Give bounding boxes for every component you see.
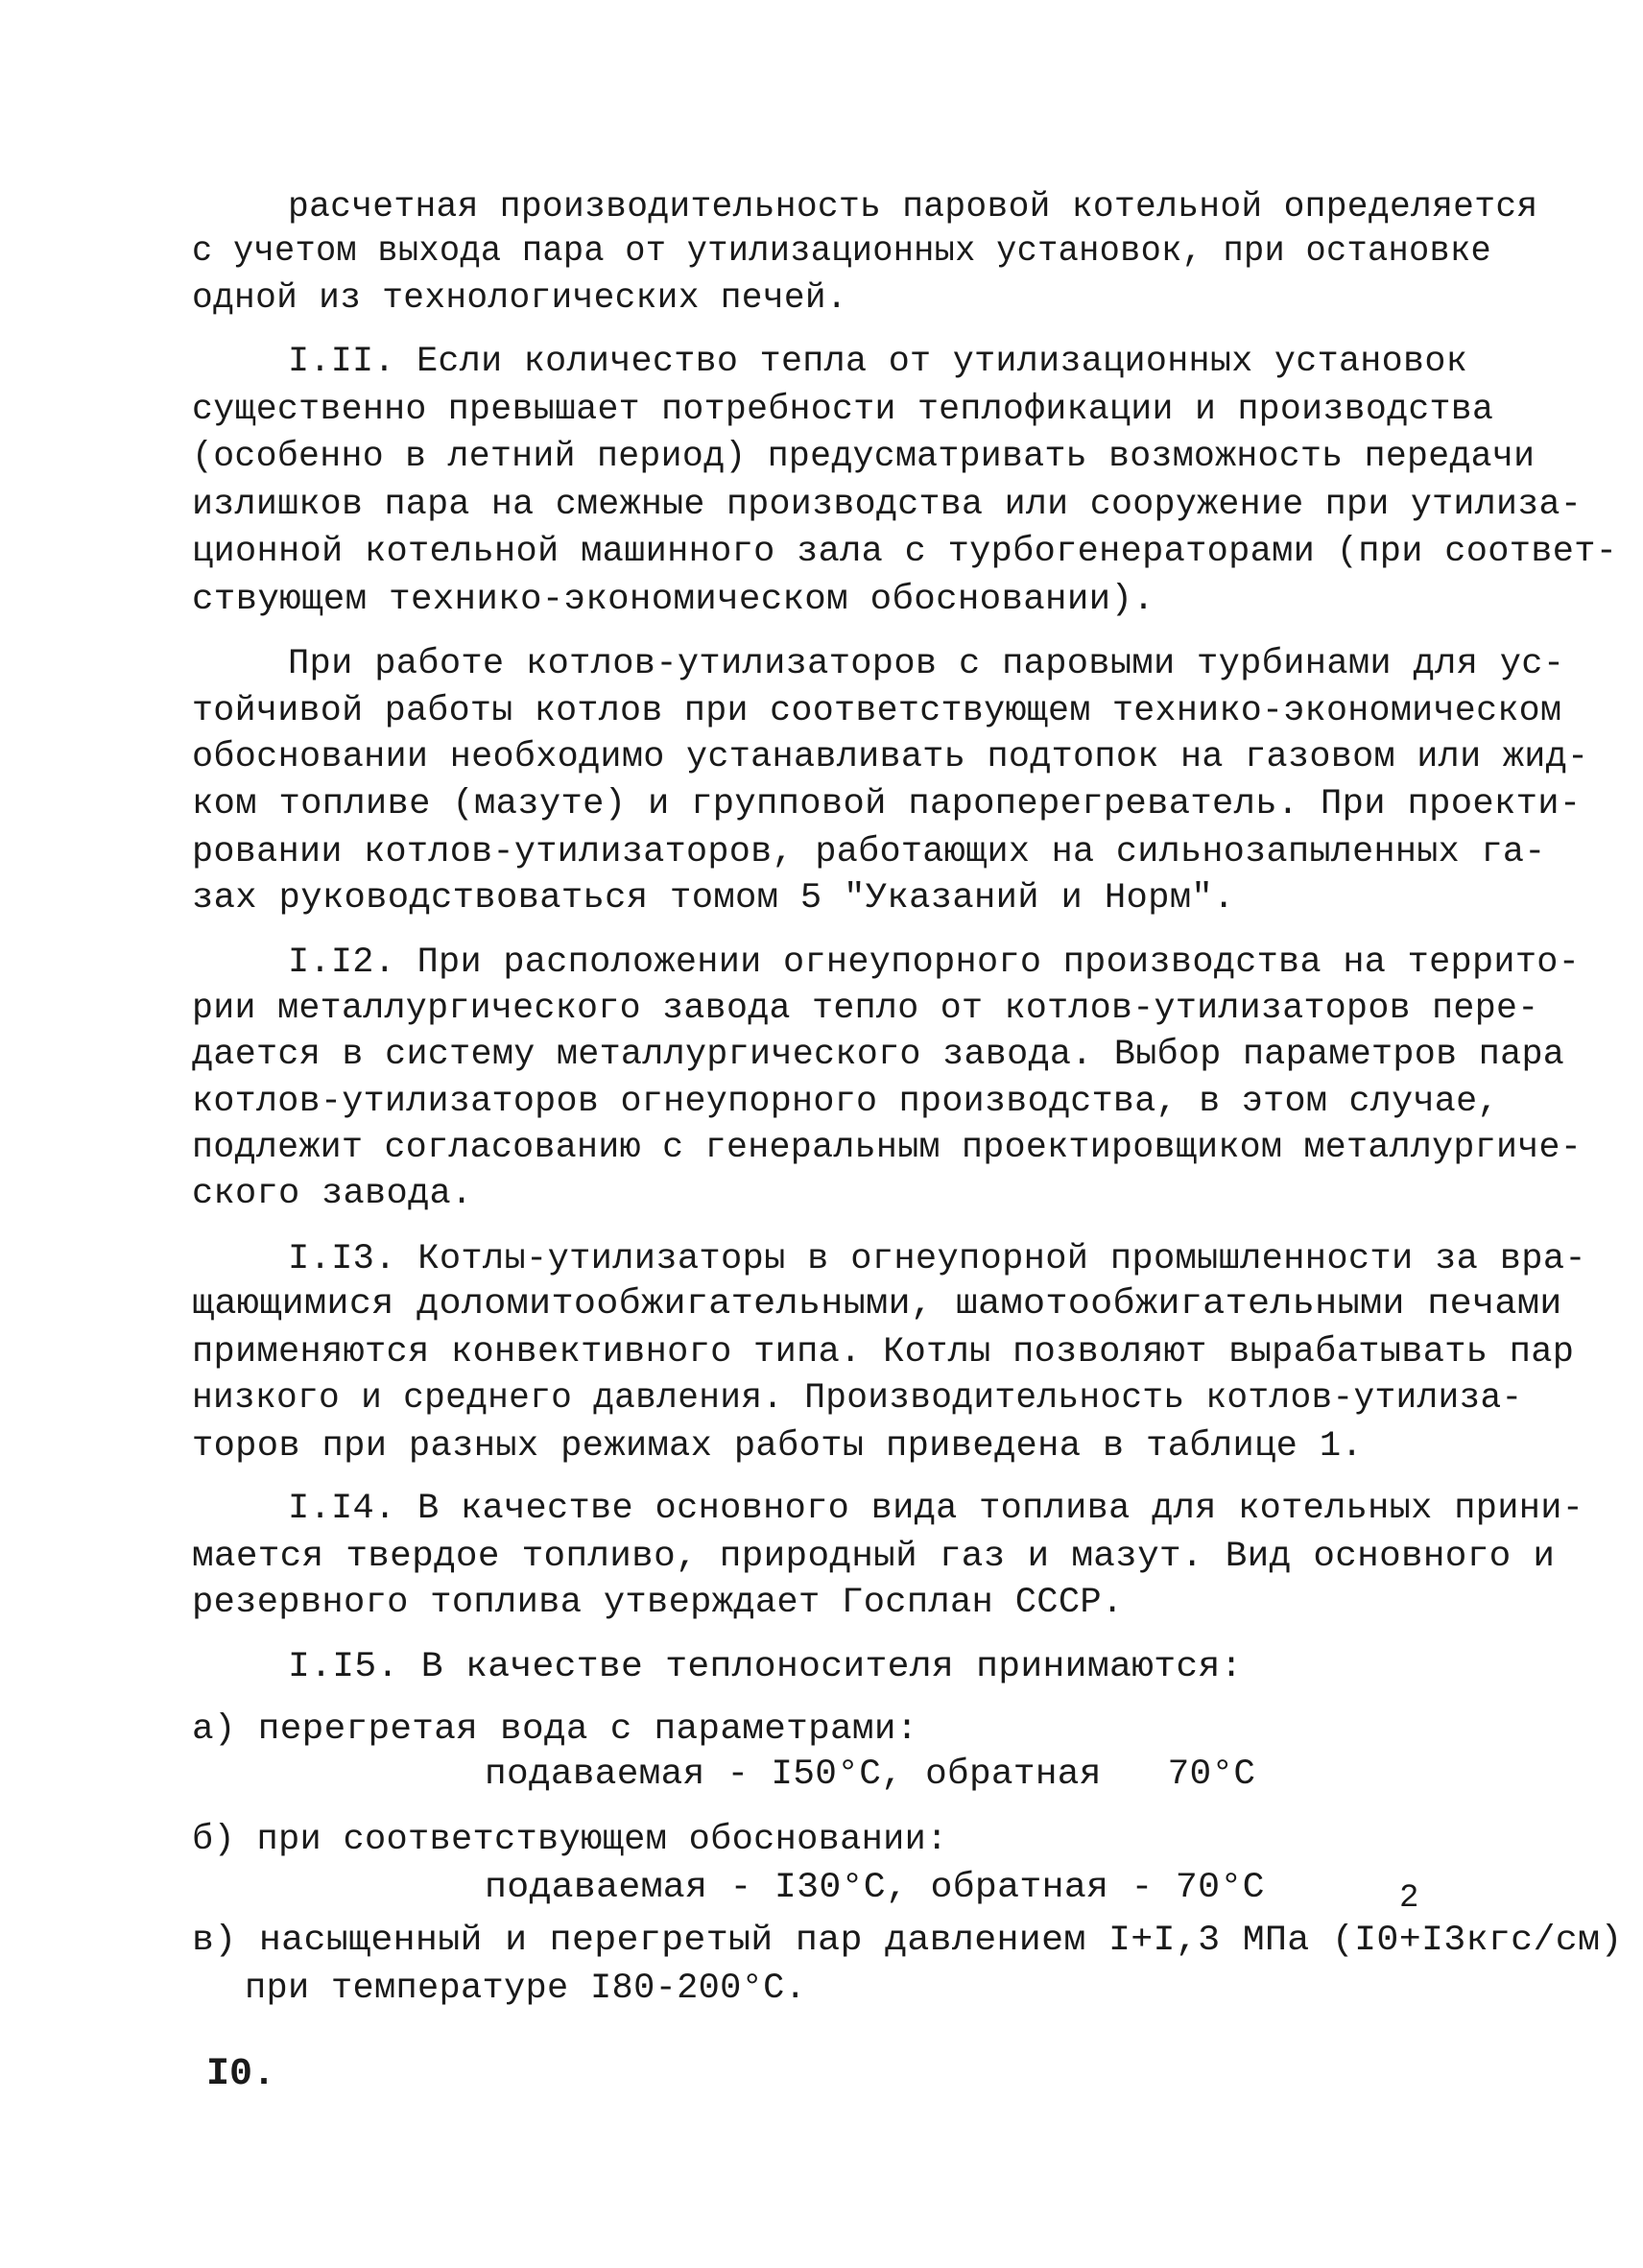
text-line: торов при разных режимах работы приведена в таблице 1. (192, 1426, 1364, 1467)
text-line: ского завода. (192, 1174, 473, 1214)
text-line: с учетом выхода пара от утилизационных установок, при остановке (192, 231, 1491, 272)
text-line: (особенно в летний период) предусматривать возможность передачи (192, 437, 1536, 477)
text-line: расчетная производительность паровой котельной определяется (288, 187, 1538, 227)
text-line: подаваемая - I30°С, обратная - 70°С (485, 1868, 1265, 1908)
text-line: б) при соответствующем обосновании: (192, 1820, 948, 1860)
text-line: щающимися доломитообжигательными, шамотообжигательными печами (192, 1284, 1562, 1325)
text-line: I.I4. В качестве основного вида топлива для котельных прини- (288, 1489, 1584, 1529)
text-line: I.I2. При расположении огнеупорного производства на террито- (288, 943, 1581, 983)
text-line: применяются конвективного типа. Котлы позволяют вырабатывать пар (192, 1332, 1575, 1373)
text-line: излишков пара на смежные производства или сооружение при утилиза- (192, 485, 1583, 525)
text-line: ком топливе (мазуте) и групповой пароперегреватель. При проекти- (192, 784, 1582, 824)
text-line: ровании котлов-утилизаторов, работающих на сильнозапыленных га- (192, 832, 1546, 872)
text-line: в) насыщенный и перегретый пар давлением I+I,3 МПа (I0+I3кгс/см) (192, 1921, 1623, 1961)
text-line: I.I3. Котлы-утилизаторы в огнеупорной промышленности за вра- (288, 1239, 1586, 1279)
text-line: подлежит согласованию с генеральным проектировщиком металлургиче- (192, 1128, 1583, 1168)
text-line: ционной котельной машинного зала с турбогенераторами (при соответ- (192, 532, 1618, 572)
text-line: мается твердое топливо, природный газ и мазут. Вид основного и (192, 1537, 1556, 1577)
text-line: дается в систему металлургического завода. Выбор параметров пара (192, 1035, 1565, 1075)
text-line: существенно превышает потребности теплофикации и производства (192, 390, 1494, 430)
text-line: ствующем технико-экономическом обосновании). (192, 580, 1155, 620)
text-line: обосновании необходимо устанавливать подтопок на газовом или жид- (192, 737, 1589, 777)
text-line: I.I5. В качестве теплоносителя принимаются: (288, 1647, 1243, 1687)
text-line: при температуре I80-200°С. (245, 1969, 807, 2009)
text-line: низкого и среднего давления. Производительность котлов-утилиза- (192, 1378, 1523, 1419)
text-line: зах руководствоваться томом 5 "Указаний и Норм". (192, 878, 1235, 919)
text-line: резервного топлива утверждает Госплан СССР. (192, 1583, 1124, 1623)
text-line: а) перегретая вода с параметрами: (192, 1709, 918, 1750)
text-line: рии металлургического завода тепло от котлов-утилизаторов пере- (192, 989, 1539, 1029)
text-line: одной из технологических печей. (192, 278, 847, 319)
superscript-mark: 2 (1399, 1880, 1419, 1917)
page-number: I0. (206, 2053, 276, 2096)
text-line: подаваемая - I50°С, обратная 70°С (485, 1755, 1256, 1795)
text-line: котлов-утилизаторов огнеупорного производства, в этом случае, (192, 1082, 1499, 1122)
text-line: тойчивой работы котлов при соответствующем технико-экономическом (192, 691, 1562, 731)
text-line: I.II. Если количество тепла от утилизационных установок (288, 342, 1468, 382)
text-line: При работе котлов-утилизаторов с паровыми турбинами для ус- (288, 644, 1565, 684)
